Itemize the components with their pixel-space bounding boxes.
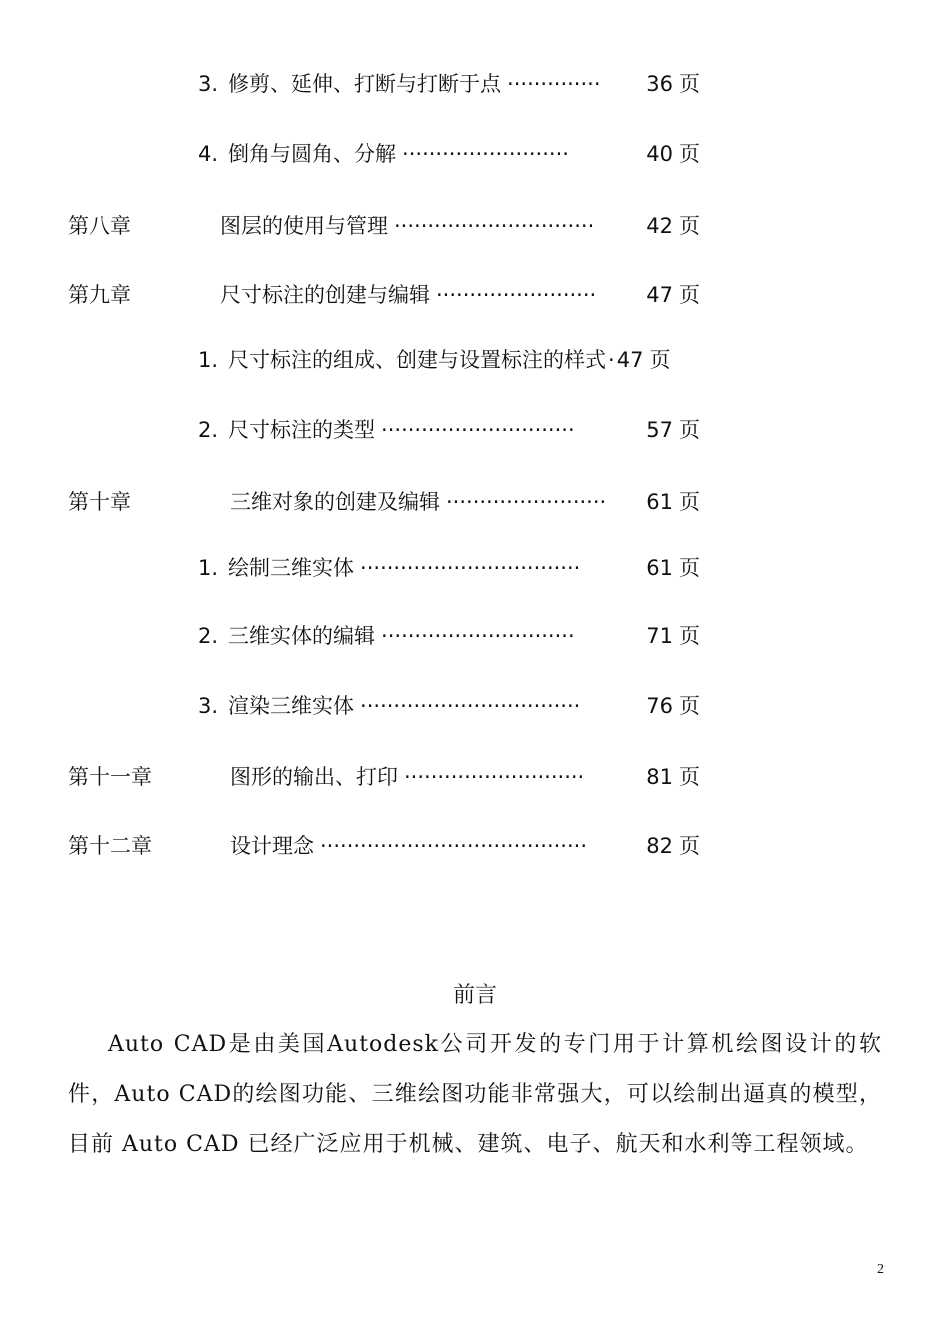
toc-page-unit: 页: [679, 490, 700, 514]
toc-chapter-label: 第九章: [68, 283, 131, 307]
toc-entry-number: 1.: [198, 348, 219, 372]
toc-entry-title: 尺寸标注的类型: [228, 418, 376, 442]
toc-page-unit: 页: [679, 283, 700, 307]
toc-entry: [210, 275, 700, 315]
toc-entry: [220, 482, 700, 522]
toc-entry: [198, 548, 700, 588]
toc-page-unit: 页: [679, 624, 700, 648]
toc-page-unit: 页: [679, 418, 700, 442]
toc-page-unit: 页: [679, 694, 700, 718]
toc-page-number: 81: [646, 765, 673, 789]
toc-entry-number: 3.: [198, 72, 219, 96]
toc-leader-dots: ·························: [402, 142, 569, 166]
toc-entry: [198, 64, 700, 104]
toc-entry: [220, 826, 700, 866]
toc-page-number: 76: [646, 694, 673, 718]
toc-page-number: 36: [646, 72, 673, 96]
toc-page-number: 47: [616, 348, 644, 372]
toc-leader-dots: ························: [436, 283, 597, 307]
toc-page-number: 61: [646, 556, 673, 580]
toc-page-unit: 页: [649, 348, 671, 372]
toc-leader-dots: ························: [446, 490, 607, 514]
toc-entry-title: 尺寸标注的组成、创建与设置标注的样式: [228, 348, 607, 372]
toc-leader-dots: ···························: [404, 765, 585, 789]
toc-page-number: 82: [646, 834, 673, 858]
toc-entry-number: 2.: [198, 418, 219, 442]
toc-entry: [198, 686, 700, 726]
toc-entry-number: 4.: [198, 142, 219, 166]
toc-entry-title: 设计理念: [230, 834, 314, 858]
toc-leader-dots: ······························: [394, 214, 595, 238]
toc-line: [0, 482, 950, 522]
toc-entry: [198, 340, 700, 380]
toc-line: [0, 410, 950, 450]
toc-page-number: 61: [646, 490, 673, 514]
toc-entry-title: 绘制三维实体: [228, 556, 355, 580]
toc-leader-dots: ·····························: [381, 418, 575, 442]
toc-entry-number: 2.: [198, 624, 219, 648]
toc-entry-title: 渲染三维实体: [228, 694, 355, 718]
toc-entry-number: 3.: [198, 694, 219, 718]
toc-page-unit: 页: [679, 214, 700, 238]
toc-entry-title: 修剪、延伸、打断与打断于点: [228, 72, 502, 96]
toc-page-number: 57: [646, 418, 673, 442]
toc-entry: [210, 206, 700, 246]
toc-page-number: 71: [646, 624, 673, 648]
preface-body: Auto CAD是由美国Autodesk公司开发的专门用于计算机绘图设计的软件，Auto CAD的绘图功能、三维绘图功能非常强大，可以绘制出逼真的模型，目前 Auto CAD 已经广泛应用于机械、建筑、电子、航天和水利等工程领域。: [68, 1032, 882, 1157]
toc-line: [0, 757, 950, 797]
toc-page-unit: 页: [679, 142, 700, 166]
toc-leader-dots: ········································: [320, 834, 588, 858]
preface-title: 前言: [452, 983, 497, 1008]
toc-line: [0, 686, 950, 726]
toc-line: [0, 206, 950, 246]
toc-leader-dots: ·································: [360, 556, 581, 580]
toc-entry-title: 三维实体的编辑: [228, 624, 376, 648]
toc-entry: [198, 616, 700, 656]
toc-entry-title: 倒角与圆角、分解: [228, 142, 397, 166]
toc-chapter-label: 第十章: [68, 490, 131, 514]
toc-entry: [198, 410, 700, 450]
toc-leader-dots: ·: [608, 348, 615, 372]
toc-entry-number: 1.: [198, 556, 219, 580]
toc-page-number: 47: [646, 283, 673, 307]
toc-page-unit: 页: [679, 834, 700, 858]
toc-page-unit: 页: [679, 72, 700, 96]
toc-page-number: 40: [646, 142, 673, 166]
toc-entry: [198, 134, 700, 174]
toc-entry-title: 三维对象的创建及编辑: [230, 490, 440, 514]
toc-leader-dots: ··············: [507, 72, 601, 96]
toc-line: [0, 340, 950, 380]
toc-line: [0, 826, 950, 866]
toc-leader-dots: ·····························: [381, 624, 575, 648]
toc-page-unit: 页: [679, 556, 700, 580]
toc-page-number: 42: [646, 214, 673, 238]
toc-chapter-label: 第十一章: [68, 765, 152, 789]
toc-line: [0, 64, 950, 104]
toc-page-unit: 页: [679, 765, 700, 789]
toc-entry-title: 图形的输出、打印: [230, 765, 398, 789]
toc-line: [0, 275, 950, 315]
toc-leader-dots: ·································: [360, 694, 581, 718]
toc-chapter-label: 第十二章: [68, 834, 152, 858]
toc-entry: [220, 757, 700, 797]
toc-entry-title: 尺寸标注的创建与编辑: [220, 283, 430, 307]
toc-chapter-label: 第八章: [68, 214, 131, 238]
toc-line: [0, 616, 950, 656]
toc-entry-title: 图层的使用与管理: [220, 214, 388, 238]
toc-line: [0, 134, 950, 174]
toc-line: [0, 548, 950, 588]
page-number: 2: [877, 1262, 884, 1277]
